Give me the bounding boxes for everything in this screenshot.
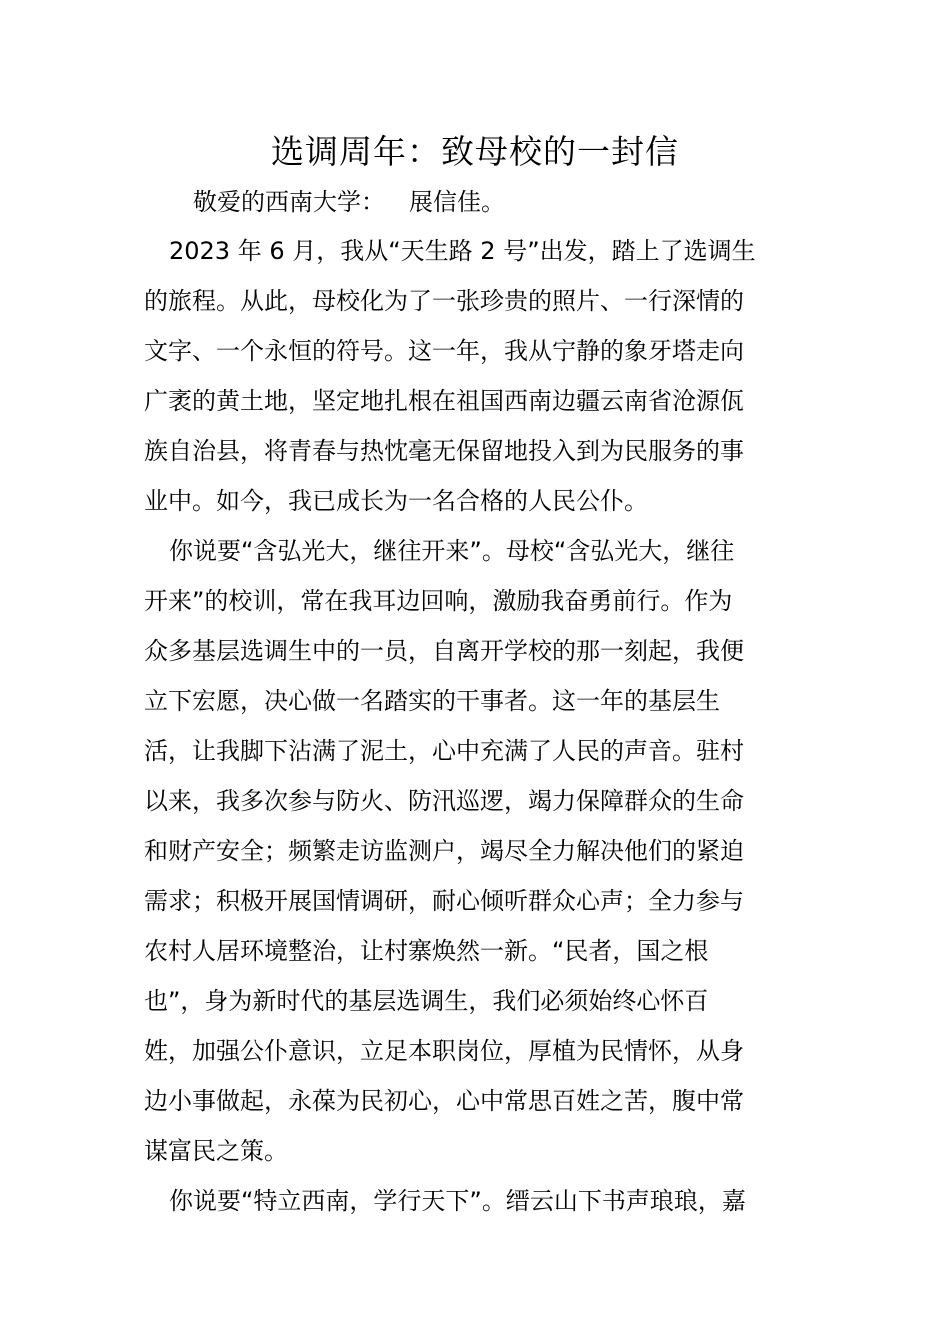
text-line: 业中。如今，我已成长为一名合格的人民公仆。 — [144, 487, 648, 515]
text-line: 以来，我多次参与防火、防汛巡逻，竭力保障群众的生命 — [144, 787, 744, 815]
text-line: 开来”的校训，常在我耳边回响，激励我奋勇前行。作为 — [144, 587, 733, 615]
text-line: 活，让我脚下沾满了泥土，心中充满了人民的声音。驻村 — [144, 737, 744, 765]
text-line: 你说要“特立西南，学行天下”。缙云山下书声琅琅，嘉 — [169, 1187, 746, 1215]
text-line: 边小事做起，永葆为民初心，心中常思百姓之苦，腹中常 — [144, 1087, 744, 1115]
paragraph-1 — [144, 226, 814, 526]
paragraph-3 — [144, 1176, 814, 1226]
text-line: 农村人居环境整治，让村寨焕然一新。“民者，国之根 — [144, 937, 709, 965]
text-line: 的旅程。从此，母校化为了一张珍贵的照片、一行深情的 — [144, 287, 744, 315]
paragraph-2 — [144, 526, 814, 1176]
text-line: 和财产安全；频繁走访监测户，竭尽全力解决他们的紧迫 — [144, 837, 744, 865]
text-line: 立下宏愿，决心做一名踏实的干事者。这一年的基层生 — [144, 687, 720, 715]
text-line: 姓，加强公仆意识，立足本职岗位，厚植为民情怀，从身 — [144, 1037, 744, 1065]
salutation-line — [193, 182, 505, 222]
text-line: 你说要“含弘光大，继往开来”。母校“含弘光大，继往 — [169, 537, 735, 565]
text-line: 文字、一个永恒的符号。这一年，我从宁静的象牙塔走向 — [144, 337, 744, 365]
text-line: 广袤的黄土地，坚定地扎根在祖国西南边疆云南省沧源佤 — [144, 387, 744, 415]
greeting-closing: 展信佳。 — [409, 188, 505, 216]
text-line: 2023 年 6 月，我从“天生路 2 号”出发，踏上了选调生 — [169, 237, 756, 265]
text-line: 也”，身为新时代的基层选调生，我们必须始终心怀百 — [144, 987, 709, 1015]
letter-body — [144, 226, 814, 1226]
letter-title: 选调周年：致母校的一封信 — [271, 132, 679, 171]
salutation: 敬爱的西南大学： — [193, 188, 385, 216]
text-line: 谋富民之策。 — [144, 1137, 288, 1165]
text-line: 众多基层选调生中的一员，自离开学校的那一刻起，我便 — [144, 637, 744, 665]
text-line: 族自治县，将青春与热忱毫无保留地投入到为民服务的事 — [144, 437, 744, 465]
text-line: 需求；积极开展国情调研，耐心倾听群众心声；全力参与 — [144, 887, 744, 915]
